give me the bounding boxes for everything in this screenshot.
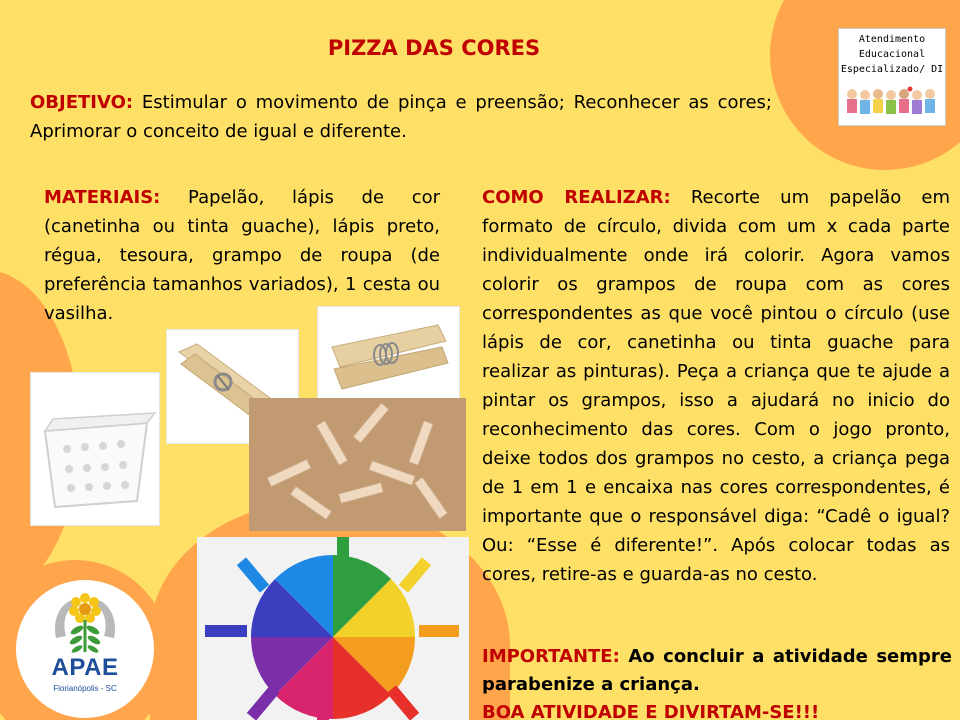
closing-message: BOA ATIVIDADE E DIVIRTAM-SE!!! — [482, 702, 820, 720]
objetivo-text: Estimular o movimento de pinça e preensão; Reconhecer as cores; Aprimorar o conceito de igual e diferente. — [30, 92, 772, 142]
color-wheel-pizza-image — [197, 537, 469, 720]
materiais-text: Papelão, lápis de cor (canetinha ou tinta guache), lápis preto, régua, tesoura, grampo de roupa (de preferência tamanhos variados), 1 cesta ou vasilha. — [44, 187, 440, 324]
importante-text: Ao concluir a atividade sempre parabenize a criança. — [482, 646, 952, 695]
apae-logo — [16, 580, 154, 718]
importante-paragraph — [482, 643, 952, 699]
materiais-label: MATERIAIS: — [44, 187, 161, 208]
badge-line-2: Educacional — [858, 49, 926, 60]
logo-city: Florianópolis - SC — [53, 684, 117, 693]
aee-badge — [838, 28, 946, 126]
como-realizar-label: COMO REALIZAR: — [482, 187, 671, 208]
badge-line-1: Atendimento — [858, 34, 926, 45]
basket-image — [30, 372, 160, 526]
objetivo-paragraph — [30, 88, 772, 146]
objetivo-label: OBJETIVO: — [30, 92, 134, 113]
badge-line-3: Especializado/ DI — [840, 64, 944, 75]
como-realizar-text: Recorte um papelão em formato de círculo, divida com um x cada parte individualmente onde irá colorir. Agora vamos colorir os grampos de roupa com as cores correspondentes as que você pintou o círculo (use lápis de cor, canetinha ou tinta guache para realizar as pinturas). Peça a criança que te ajude a pintar os grampos, isso a ajudará no inicio do reconhecimento das cores. Com o jogo pronto, deixe todos dos grampos no cesto, a criança pega de 1 em 1 e encaixa nas cores correspondentes, é importante que o responsável diga: “Cadê o igual? Ou: “Esse é diferente!”. Após colocar todas as cores, retire-as e guarda-as no cesto. — [482, 187, 950, 585]
flower-hands-icon — [50, 586, 120, 656]
children-illustration-icon — [843, 86, 943, 122]
importante-label: IMPORTANTE: — [482, 646, 620, 667]
logo-name: APAE — [51, 654, 119, 681]
clothespins-on-cork-image — [249, 398, 466, 531]
como-realizar-paragraph — [482, 183, 950, 589]
page-title: PIZZA DAS CORES — [327, 36, 541, 60]
